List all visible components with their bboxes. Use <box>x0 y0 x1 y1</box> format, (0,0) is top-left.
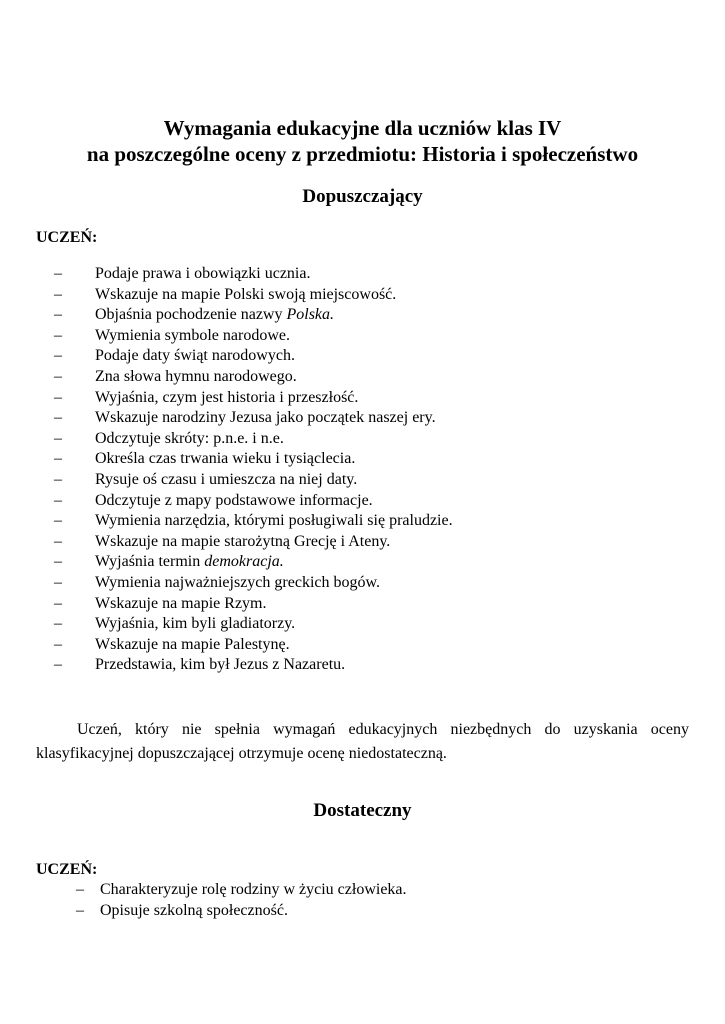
requirements-list-dopuszczajacy <box>54 264 453 676</box>
dash-bullet: – <box>76 901 84 919</box>
dash-bullet: – <box>54 470 62 488</box>
italic-term: demokracja. <box>204 553 284 571</box>
list-item: – Wymienia narzędzia, którymi posługiwali się praludzie. <box>54 511 453 532</box>
list-item: – Wskazuje narodziny Jezusa jako początek naszej ery. <box>54 408 453 429</box>
list-item: – Podaje daty świąt narodowych. <box>54 346 453 367</box>
list-item: – Odczytuje skróty: p.n.e. i n.e. <box>54 429 453 450</box>
list-item: – Wyjaśnia, kim byli gladiatorzy. <box>54 614 453 635</box>
dash-bullet: – <box>54 326 62 344</box>
dash-bullet: – <box>76 881 84 898</box>
dash-bullet: – <box>54 306 62 324</box>
list-item: – Rysuje oś czasu i umieszcza na niej daty. <box>54 470 453 491</box>
dash-bullet: – <box>54 594 62 612</box>
list-item: – Wskazuje na mapie Rzym. <box>54 594 453 615</box>
section-heading-dopuszczajacy: Dopuszczający <box>302 186 423 207</box>
list-item: – Wskazuje na mapie starożytną Grecję i Ateny. <box>54 532 453 553</box>
list-item: – Odczytuje z mapy podstawowe informacje. <box>54 491 453 512</box>
list-item: – Przedstawia, kim był Jezus z Nazaretu. <box>54 655 453 676</box>
section-heading-dostateczny: Dostateczny <box>313 800 412 821</box>
list-item: – Zna słowa hymnu narodowego. <box>54 367 453 388</box>
dash-bullet: – <box>54 512 62 530</box>
dash-bullet: – <box>54 409 62 427</box>
list-item: – Wskazuje na mapie Palestynę. <box>54 635 453 656</box>
list-item: – Wymienia symbole narodowe. <box>54 326 453 347</box>
title-line-2: na poszczególne oceny z przedmiotu: Historia i społeczeństwo <box>86 142 639 166</box>
list-item: – Wyjaśnia, czym jest historia i przeszłość. <box>54 388 453 409</box>
list-item: – Wyjaśnia termin demokracja. <box>54 552 453 573</box>
dash-bullet: – <box>54 367 62 385</box>
dash-bullet: – <box>54 450 62 468</box>
section-label-uczen: UCZEŃ: <box>36 229 98 246</box>
dash-bullet: – <box>54 429 62 447</box>
dash-bullet: – <box>54 491 62 509</box>
dash-bullet: – <box>54 265 62 282</box>
dash-bullet: – <box>54 656 62 674</box>
requirements-list-dostateczny <box>76 880 407 921</box>
list-item: – Podaje prawa i obowiązki ucznia. <box>54 264 453 285</box>
list-item: – Charakteryzuje rolę rodziny w życiu człowieka. <box>76 880 407 901</box>
dash-bullet: – <box>54 347 62 365</box>
italic-term: Polska. <box>286 306 335 324</box>
dash-bullet: – <box>54 285 62 303</box>
grading-note-paragraph: Uczeń, który nie spełnia wymagań edukacyjnych niezbędnych do uzyskania oceny klasyfikacyjnej dopuszczającej otrzymuje ocenę niedostateczną. <box>36 721 689 762</box>
list-item: – Wymienia najważniejszych greckich bogów. <box>54 573 453 594</box>
dash-bullet: – <box>54 573 62 591</box>
list-item: – Objaśnia pochodzenie nazwy Polska. <box>54 305 453 326</box>
list-item: – Wskazuje na mapie Polski swoją miejscowość. <box>54 285 453 306</box>
list-item: – Określa czas trwania wieku i tysiąclecia. <box>54 449 453 470</box>
list-item: – Opisuje szkolną społeczność. <box>76 901 407 922</box>
dash-bullet: – <box>54 553 62 571</box>
dash-bullet: – <box>54 532 62 550</box>
dash-bullet: – <box>54 615 62 633</box>
title-line-1: Wymagania edukacyjne dla uczniów klas IV <box>163 116 562 140</box>
section-label-uczen-2: UCZEŃ: <box>36 861 98 878</box>
dash-bullet: – <box>54 388 62 406</box>
dash-bullet: – <box>54 635 62 653</box>
